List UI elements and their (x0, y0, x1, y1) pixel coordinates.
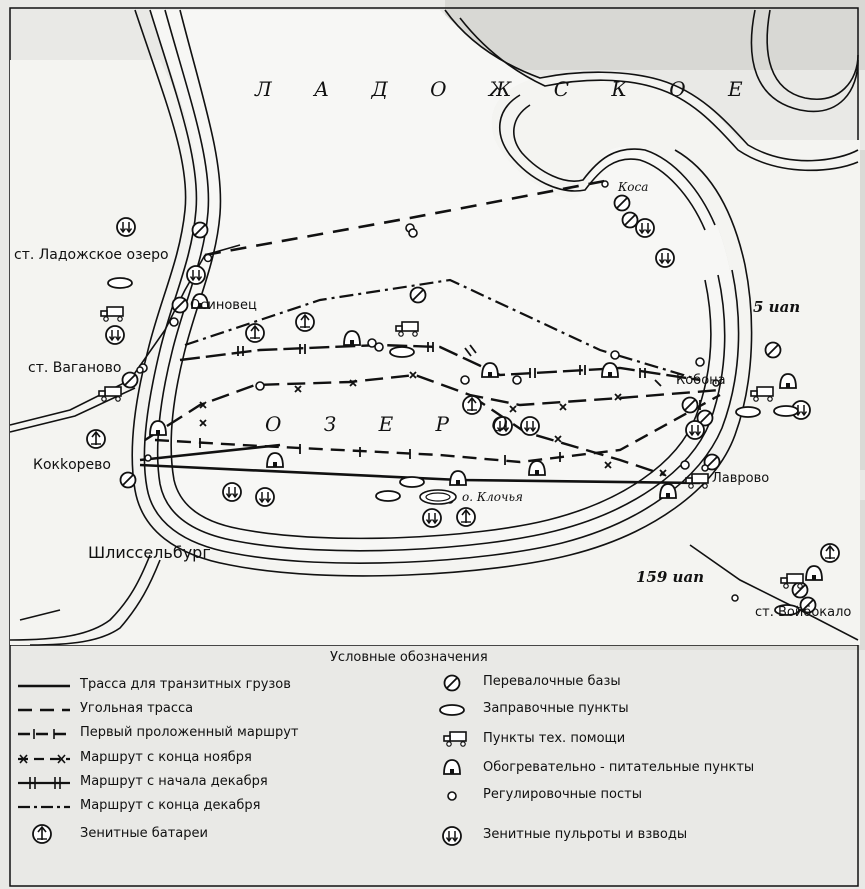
legend-transit: Трасса для транзитных грузов (80, 677, 291, 692)
legend-aa: Зенитные батареи (80, 826, 208, 841)
unit-5iap: 5 иап (753, 298, 801, 316)
place-ladozhskoe-ozero: ст. Ладожское озеро (14, 247, 169, 263)
place-kosa: Коса (618, 180, 649, 194)
legend-dec-start: Маршрут с начала декабря (80, 774, 268, 789)
legend-heat: Обогревательно - питательные пункты (483, 760, 755, 775)
place-vaganovo: ст. Ваганово (28, 360, 122, 376)
legend-fuel: Заправочные пункты (483, 701, 629, 716)
legend-nov: Маршрут с конца ноября (80, 750, 252, 765)
place-shlisselburg: Шлиссельбург (88, 543, 211, 562)
legend-coal: Угольная трасса (80, 701, 194, 716)
legend-dec-end: Маршрут с конца декабря (80, 798, 261, 813)
place-voibokalo: ст. Войбокало (755, 605, 852, 620)
place-kobona: Кобона (676, 373, 726, 388)
legend-first: Первый проложенный маршрут (80, 725, 299, 740)
place-osinovets: Осиновец (190, 298, 257, 313)
legend-aamg: Зенитные пульроты и взводы (483, 827, 688, 842)
legend-reg: Регулировочные посты (483, 787, 642, 802)
unit-159iap: 159 иап (636, 568, 705, 586)
legend-repair: Пункты тех. помощи (483, 731, 626, 746)
legend-transfer: Перевалочные базы (483, 674, 621, 689)
place-klochya: о. Клочья (462, 490, 523, 504)
lake-label-ozero: О З Е Р О (265, 412, 526, 436)
place-kokkorevo: Кокkорево (33, 457, 111, 473)
place-lavrovo: Лаврово (712, 471, 770, 486)
legend-title: Условные обозначения (330, 650, 488, 665)
lake-label-ladozhskoe: Л А Д О Ж С К О Е (255, 77, 761, 101)
